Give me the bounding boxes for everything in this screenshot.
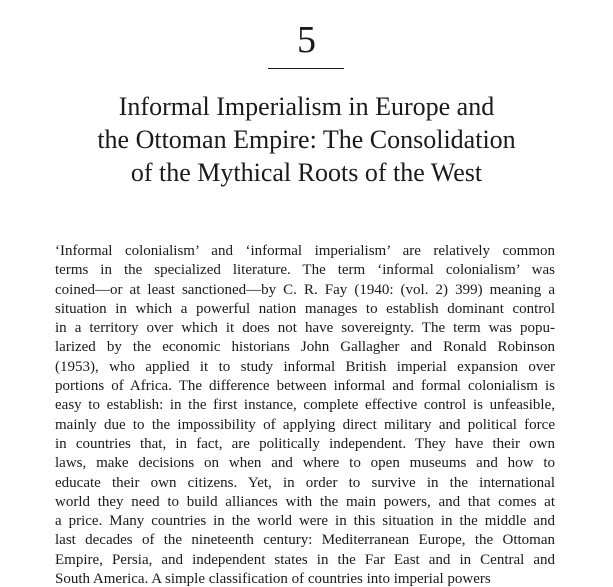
- body-line: Empire, Persia, and independent states in the Far East and in Central and: [55, 551, 555, 568]
- body-line: educate their own citizens. Yet, in order to survive in the international: [55, 474, 555, 491]
- chapter-title-line: of the Mythical Roots of the West: [130, 158, 483, 187]
- body-line: in a territory over which it does not have sovereignty. The term was popu-: [55, 320, 555, 337]
- body-line: South America. A simple classification of countries into imperial powers: [55, 571, 491, 587]
- body-line: laws, make decisions on when and where to open museums and how to: [55, 455, 555, 472]
- body-line: (1953), who applied it to study informal British imperial expansion over: [55, 358, 555, 375]
- chapter-title-line: the Ottoman Empire: The Consolidation: [97, 125, 516, 154]
- body-line: a price. Many countries in the world were in this situation in the middle and: [55, 513, 555, 530]
- chapter-divider-rule: [268, 68, 344, 69]
- chapter-title: [40, 90, 573, 189]
- body-line: easy to establish: in the first instance, complete effective control is unfeasible,: [55, 397, 555, 414]
- body-line: ‘Informal colonialism’ and ‘informal imperialism’ are relatively common: [55, 243, 555, 259]
- body-line: terms in the specialized literature. The term ‘informal colonialism’ was: [55, 262, 555, 279]
- body-line: situation in which a powerful nation manages to establish dominant control: [55, 300, 555, 317]
- body-line: coined—or at least sanctioned—by C. R. Fay (1940: (vol. 2) 399) meaning a: [55, 281, 555, 298]
- chapter-number: 5: [297, 19, 316, 61]
- body-paragraph: [55, 242, 555, 587]
- body-line: larized by the economic historians John Gallagher and Ronald Robinson: [55, 339, 555, 356]
- body-line: mainly due to the impossibility of applying direct military and political force: [55, 416, 555, 433]
- chapter-title-line: Informal Imperialism in Europe and: [118, 92, 495, 121]
- body-line: world they need to build alliances with the main powers, and that comes at: [55, 493, 555, 510]
- body-line: last decades of the nineteenth century: Mediterranean Europe, the Ottoman: [55, 532, 555, 549]
- body-line: in countries that, in fact, are politically independent. They have their own: [55, 435, 555, 452]
- body-line: portions of Africa. The difference between informal and formal colonialism is: [55, 378, 555, 395]
